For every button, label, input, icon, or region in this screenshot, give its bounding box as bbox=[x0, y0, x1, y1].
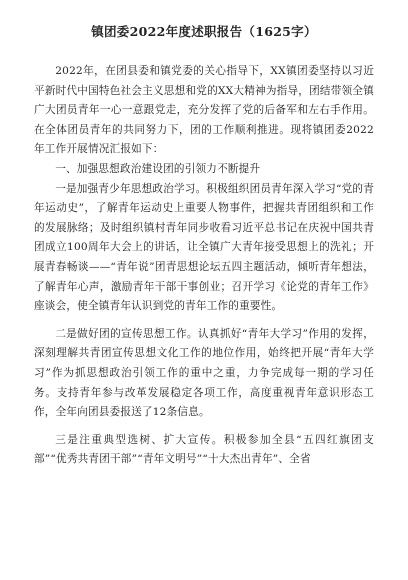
paragraph-1: 一是加强青少年思想政治学习。积极组织团员青年深入学习“党的青年运动史”，了解青年运动史上重要人物事件，把握共青团组织和工作的发展脉络；及时组织镇村青年同步收看习近平总书记在庆祝中国共青团成立100周年大会上的讲话，让全镇广大青年接受思想上的洗礼；开展青春畅谈——“青年说”团青思想论坛五四主题活动，倾听青年想法，了解青年心声，激励青年干部干事创业；召开学习《论党的青年工作》座谈会，使全镇青年认识到党的青年工作的重要性。 bbox=[34, 182, 374, 313]
intro-paragraph: 2022年，在团县委和镇党委的关心指导下，XX镇团委坚持以习近平新时代中国特色社会主义思想和党的XX大精神为指导，团结带领全镇广大团员青年一心一意跟党走，充分发挥了党的后备军和左右手作用。在全体团员青年的共同努力下，团的工作顺利推进。现将镇团委2022年工作开展情况汇报如下： bbox=[34, 65, 374, 156]
paragraph-3: 三是注重典型选树、扩大宣传。积极参加全县“五四红旗团支部”“优秀共青团干部”“青年文明号”“十大杰出青年”、全省 bbox=[34, 433, 374, 466]
paragraph-gap bbox=[34, 317, 374, 325]
paragraph-gap bbox=[34, 423, 374, 431]
paragraph-2: 二是做好团的宣传思想工作。认真抓好“青年大学习”作用的发挥，深刻理解共青团宣传思想文化工作的地位作用，始终把开展“青年大学习”作为抓思想政治引领工作的重中之重，力争完成每一期的学习任务。支持青年参与改革发展稳定各项工作，高度重视青年意识形态工作，全年向团县委报送了12条信息。 bbox=[34, 327, 374, 419]
document-title: 镇团委2022年度述职报告（1625字） bbox=[91, 24, 317, 39]
section-heading: 一、加强思想政治建设团的引领力不断提升 bbox=[55, 162, 261, 175]
